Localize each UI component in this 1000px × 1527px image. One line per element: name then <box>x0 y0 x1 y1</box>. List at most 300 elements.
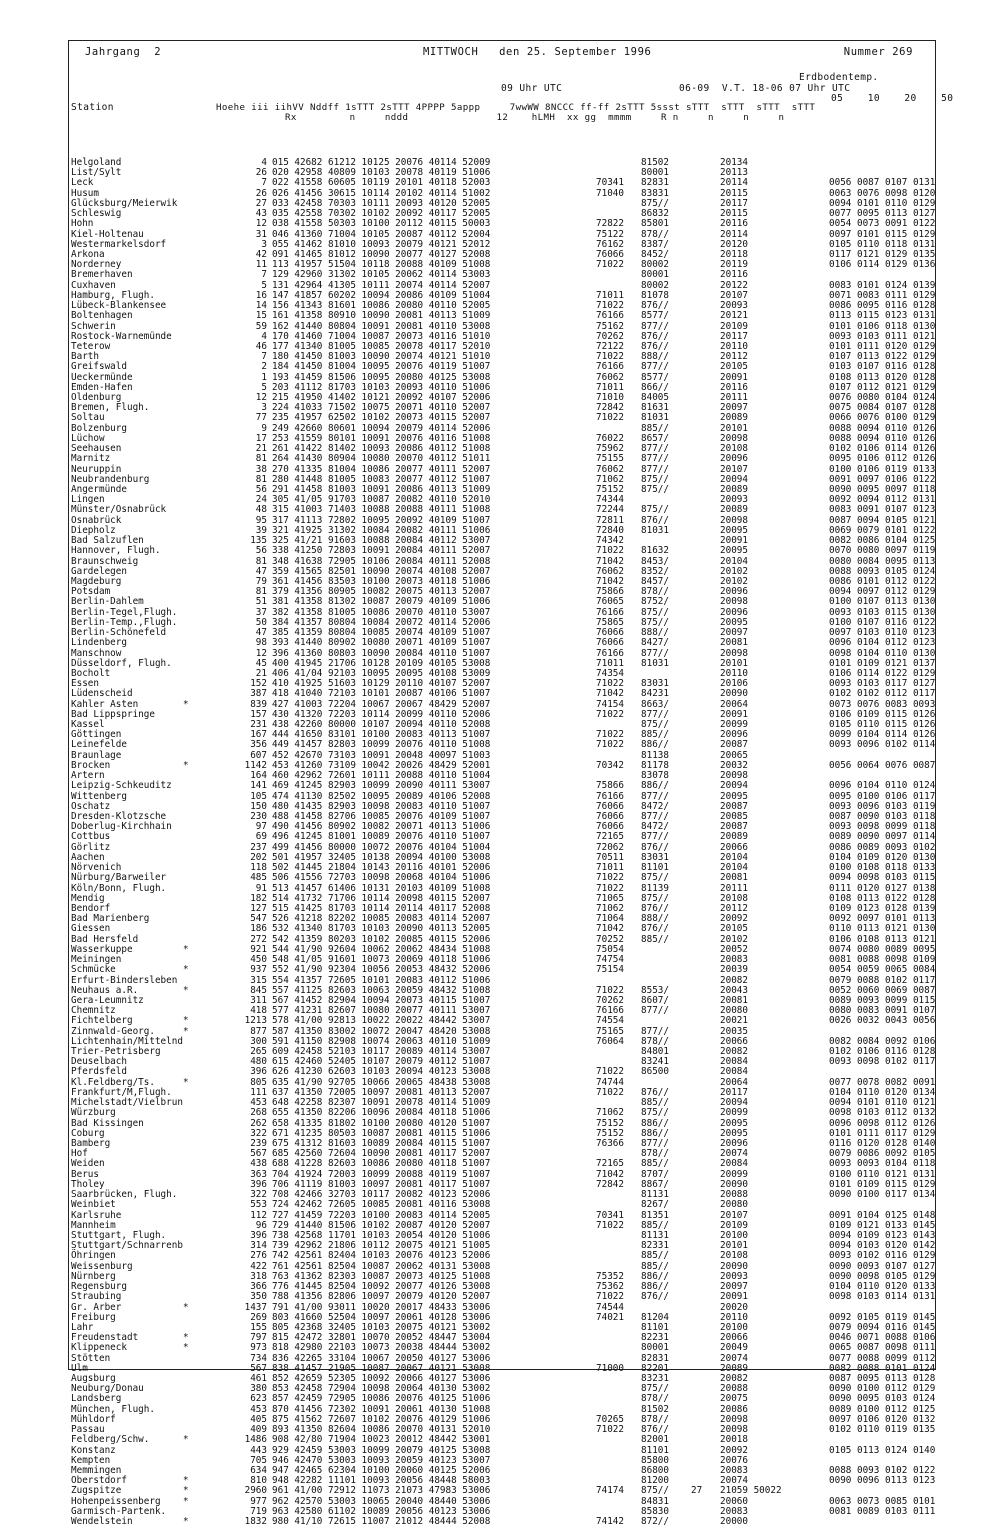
station-height: 111 <box>250 1086 267 1098</box>
station-height: 380 <box>250 1383 267 1395</box>
obs-09utc: 763 41362 82303 10087 20073 40125 51008 <box>272 1270 491 1282</box>
obs-09utc: 396 41360 80803 10090 20084 40110 51007 <box>272 647 491 659</box>
obs-09utc: 875 41562 72607 10102 20076 40129 51006 <box>272 1413 491 1425</box>
station-name: Manschnow <box>71 647 122 659</box>
obs-0609: 71040 <box>596 187 624 199</box>
station-height: 12 <box>255 218 267 230</box>
table-row <box>69 444 937 454</box>
obs-cloud: 875// <box>641 872 669 884</box>
station-name: Leinefelde <box>71 739 127 751</box>
obs-09utc: 338 41250 72803 10091 20084 40111 52007 <box>272 545 491 557</box>
soil-temps: 0090 0096 0113 0123 <box>829 1475 936 1487</box>
station-height: 16 <box>255 289 267 301</box>
table-row <box>69 240 937 250</box>
obs-cloud: 877// <box>641 647 669 659</box>
table-row <box>69 1119 937 1129</box>
obs-cloud: 888// <box>641 913 669 925</box>
table-row <box>69 1241 937 1251</box>
station-name: Rostock-Warnemünde <box>71 330 172 342</box>
table-row <box>69 557 937 567</box>
obs-vt: 20101 <box>720 422 748 434</box>
obs-cloud: 877// <box>641 811 669 822</box>
station-name: Bad Marienberg <box>71 913 150 925</box>
table-row <box>69 1129 937 1139</box>
obs-09utc: 361 41456 83503 10100 20073 40118 51006 <box>272 575 491 587</box>
table-row <box>69 291 937 301</box>
obs-0609: 71022 <box>596 678 624 690</box>
station-name: Schleswig <box>71 208 122 220</box>
table-row <box>69 373 937 383</box>
obs-vt: 20088 <box>720 1189 748 1201</box>
obs-cloud: 886// <box>641 1127 669 1139</box>
station-name: München, Flugh. <box>71 1403 155 1415</box>
station-height: 77 <box>255 412 267 424</box>
soil-temps: 0077 0078 0082 0091 <box>829 1076 936 1088</box>
station-height: 300 <box>250 1035 267 1047</box>
soil-temps: 0066 0076 0100 0129 <box>829 412 936 424</box>
soil-temps: 0092 0094 0112 0131 <box>829 494 936 506</box>
obs-09utc: 761 42561 82504 10087 20062 40131 53008 <box>272 1260 491 1272</box>
obs-09utc: 129 42960 31302 10105 20062 40114 53003 <box>272 269 491 281</box>
obs-0609: 76162 <box>596 238 624 250</box>
table-row <box>69 1027 937 1037</box>
soil-temps: 0095 0106 0112 0126 <box>829 453 936 465</box>
obs-0609: 71022 <box>596 545 624 557</box>
table-row <box>69 710 937 720</box>
table-row <box>69 352 937 362</box>
table-row <box>69 1507 937 1517</box>
obs-cloud: 8553/ <box>641 984 669 996</box>
obs-0609: 76066 <box>596 637 624 649</box>
page-header <box>81 46 923 60</box>
obs-cloud: 876// <box>641 1291 669 1303</box>
obs-vt: 20096 <box>720 606 748 618</box>
obs-0609: 70341 <box>596 177 624 189</box>
station-height: 81 <box>255 586 267 598</box>
obs-vt: 20064 <box>720 698 748 710</box>
station-height: 4 <box>261 330 267 342</box>
station-name: Essen <box>71 678 99 690</box>
obs-09utc: 147 41857 60202 10094 20086 40109 51004 <box>272 289 491 301</box>
obs-09utc: 626 41230 62603 10103 20094 40123 53008 <box>272 1066 491 1078</box>
soil-temps: 0101 0111 0117 0129 <box>829 1127 936 1139</box>
obs-cloud: 81101 <box>641 1444 669 1456</box>
obs-0609: 74142 <box>596 1516 624 1527</box>
obs-cloud: 83031 <box>641 851 669 863</box>
obs-0609: 71022 <box>596 1066 624 1078</box>
obs-vt: 20084 <box>720 1066 748 1078</box>
station-height: 839 <box>250 698 267 710</box>
table-row <box>69 1394 937 1404</box>
station-name: Westermarkelsdorf <box>71 238 167 250</box>
obs-vt: 20098 <box>720 432 748 444</box>
soil-temps: 0087 0094 0105 0121 <box>829 514 936 526</box>
table-row <box>69 618 937 628</box>
table-row <box>69 1078 937 1088</box>
obs-cloud: 876// <box>641 300 669 312</box>
station-name: Helgoland <box>71 157 122 168</box>
table-row <box>69 485 937 495</box>
obs-vt: 20091 <box>720 1291 748 1303</box>
obs-cloud: 886// <box>641 1270 669 1282</box>
table-row <box>69 1057 937 1067</box>
obs-cloud: 876// <box>641 902 669 914</box>
obs-09utc: 033 42458 70303 10111 20093 40120 52005 <box>272 197 491 209</box>
station-height: 95 <box>255 514 267 526</box>
table-row <box>69 597 937 607</box>
obs-0609: 74344 <box>596 494 624 506</box>
obs-vt: 20089 <box>720 1362 748 1374</box>
station-height: 1 <box>261 371 267 383</box>
obs-cloud: 83241 <box>641 1056 669 1068</box>
obs-vt: 20110 <box>720 340 748 352</box>
soil-temps: 0090 0098 0105 0129 <box>829 1270 936 1282</box>
soil-temps: 0102 0106 0116 0128 <box>829 1046 936 1058</box>
obs-09utc: 591 41150 82908 10074 20063 40110 51009 <box>272 1035 491 1047</box>
obs-0609: 74174 <box>596 1485 624 1497</box>
station-height: 12 <box>255 647 267 659</box>
obs-09utc: 609 42458 52103 10117 20089 40114 53007 <box>272 1046 491 1058</box>
table-row <box>69 311 937 321</box>
obs-09utc: 501 41957 32405 10138 20094 40100 53008 <box>272 851 491 863</box>
obs-09utc: 381 41358 81302 10087 20079 40109 51006 <box>272 596 491 608</box>
obs-vt: 20064 <box>720 1076 748 1088</box>
station-height: 7 <box>261 269 267 281</box>
soil-temps: 0109 0121 0133 0145 <box>829 1219 936 1231</box>
table-row <box>69 894 937 904</box>
table-row <box>69 1159 937 1169</box>
station-name: Bendorf <box>71 902 111 914</box>
station-height: 7 <box>261 351 267 363</box>
station-name: Berlin-Schönefeld <box>71 627 167 639</box>
station-name: Lichtenhain/Mittelnd <box>71 1035 183 1047</box>
station-height: 135 <box>250 535 267 547</box>
obs-09utc: 852 42659 52305 10092 20066 40127 53006 <box>272 1373 491 1385</box>
soil-temps: 0101 0109 0121 0137 <box>829 657 936 669</box>
soil-temps: 0094 0101 0110 0129 <box>829 197 936 209</box>
obs-vt: 20080 <box>720 1199 748 1211</box>
table-row <box>69 914 937 924</box>
obs-0609: 75352 <box>596 1270 624 1282</box>
obs-vt: 20095 <box>720 524 748 536</box>
obs-0609: 71042 <box>596 575 624 587</box>
obs-cloud: 81631 <box>641 402 669 414</box>
obs-09utc: 469 41245 82903 10099 20090 40111 53007 <box>272 780 491 792</box>
soil-temps: 0091 0097 0106 0122 <box>829 473 936 485</box>
obs-0609: 75165 <box>596 1025 624 1037</box>
station-name: Leck <box>71 177 94 189</box>
obs-0609: 72842 <box>596 402 624 414</box>
obs-0609: 76062 <box>596 565 624 577</box>
obs-0609: 76066 <box>596 821 624 833</box>
station-name: Greifswald <box>71 361 127 373</box>
obs-vt: 20084 <box>720 1158 748 1170</box>
obs-cloud: 877// <box>641 1138 669 1149</box>
obs-vt: 20104 <box>720 555 748 567</box>
station-name: Neuruppin <box>71 463 122 475</box>
station-name: Osnabrück <box>71 514 122 526</box>
station-name: Neuhaus a.R. * <box>71 984 189 996</box>
obs-09utc: 836 42265 33104 10067 20050 40127 53006 <box>272 1352 491 1364</box>
obs-09utc: 532 41340 81703 10103 20090 40113 52005 <box>272 923 491 935</box>
station-name: Mannheim <box>71 1219 116 1231</box>
table-row <box>69 209 937 219</box>
obs-cloud: 877// <box>641 320 669 332</box>
obs-cloud: 878// <box>641 1148 669 1160</box>
station-name: Stuttgart, Flugh. <box>71 1229 167 1241</box>
station-name: Görlitz <box>71 841 111 853</box>
obs-09utc: 685 42560 72604 10090 20081 40117 52007 <box>272 1148 491 1160</box>
table-row <box>69 751 937 761</box>
table-row <box>69 781 937 791</box>
obs-09utc: 526 41218 82202 10085 20083 40114 52007 <box>272 913 491 925</box>
table-row <box>69 219 937 229</box>
obs-09utc: 264 41430 80904 10080 20070 40112 51011 <box>272 453 491 465</box>
obs-cloud: 81101 <box>641 862 669 874</box>
table-row <box>69 1108 937 1118</box>
table-row <box>69 996 937 1006</box>
soil-temps: 0090 0095 0103 0124 <box>829 1393 936 1405</box>
obs-cloud: 86800 <box>641 1465 669 1476</box>
obs-09utc: 853 42458 72904 10098 20064 40130 53002 <box>272 1383 491 1395</box>
obs-09utc: 776 41445 82504 10092 20077 40126 53008 <box>272 1281 491 1293</box>
obs-09utc: 410 41925 51603 10129 20110 40107 52007 <box>272 678 491 690</box>
obs-09utc: 235 41957 62502 10102 20073 40115 52007 <box>272 412 491 424</box>
obs-09utc: 544 41/90 92604 10062 20062 48434 51008 <box>272 943 491 955</box>
obs-cloud: 85830 <box>641 1505 669 1517</box>
obs-09utc: 393 41440 80902 10080 20071 40109 51007 <box>272 637 491 649</box>
obs-vt: 20106 <box>720 678 748 690</box>
station-name: Kempten <box>71 1454 111 1466</box>
soil-temps: 0089 0093 0099 0115 <box>829 994 936 1006</box>
soil-temps: 0094 0109 0123 0143 <box>829 1229 936 1241</box>
station-name: Regensburg <box>71 1281 127 1293</box>
obs-09utc: 870 41456 72302 10091 20061 40130 51008 <box>272 1403 491 1415</box>
station-height: 845 <box>250 984 267 996</box>
soil-temps: 0056 0087 0107 0131 <box>829 177 936 189</box>
obs-09utc: 788 41356 82806 10097 20079 40120 52007 <box>272 1291 491 1303</box>
obs-cloud: 872// <box>641 1516 669 1527</box>
station-name: Mendig <box>71 892 105 904</box>
soil-temps: 0104 0109 0120 0130 <box>829 851 936 863</box>
station-name: Ueckermünde <box>71 371 133 383</box>
station-name: Hof <box>71 1148 88 1160</box>
soil-temps: 0102 0110 0119 0135 <box>829 1424 936 1436</box>
obs-09utc: 382 41358 81005 10086 20070 40110 53007 <box>272 606 491 618</box>
soil-temps: 0069 0079 0101 0122 <box>829 524 936 536</box>
obs-vt: 20083 <box>720 954 748 966</box>
table-row <box>69 342 937 352</box>
obs-09utc: 738 42568 11701 10103 20054 40120 51006 <box>272 1229 491 1241</box>
soil-temps: 0088 0094 0110 0126 <box>829 432 936 444</box>
table-row <box>69 945 937 955</box>
obs-vt: 20091 <box>720 535 748 547</box>
obs-0609: 76065 <box>596 596 624 608</box>
obs-0609: 74754 <box>596 954 624 966</box>
obs-vt: 20115 <box>720 187 748 199</box>
station-name: Hohn <box>71 218 94 230</box>
table-row <box>69 199 937 209</box>
obs-vt: 20083 <box>720 1465 748 1476</box>
obs-0609: 76166 <box>596 310 624 322</box>
station-height: 719 <box>250 1505 267 1517</box>
station-height: 461 <box>250 1373 267 1385</box>
soil-temps: 0081 0089 0103 0111 <box>829 1505 936 1517</box>
obs-0609: 74342 <box>596 535 624 547</box>
station-height: 202 <box>250 851 267 863</box>
station-height: 79 <box>255 575 267 587</box>
obs-cloud: 83831 <box>641 187 669 199</box>
obs-09utc: 203 41112 81703 10103 20093 40110 51006 <box>272 381 491 393</box>
soil-temps: 0095 0100 0106 0117 <box>829 790 936 802</box>
station-name: Schmücke * <box>71 964 189 976</box>
station-name: Feldberg/Schw. * <box>71 1434 189 1446</box>
station-height: 322 <box>250 1189 267 1201</box>
table-row <box>69 424 937 434</box>
obs-0609: 76066 <box>596 800 624 812</box>
obs-0609: 71011 <box>596 862 624 874</box>
station-height: 230 <box>250 811 267 822</box>
station-height: 977 <box>250 1495 267 1507</box>
obs-vt: 21059 50022 <box>720 1485 782 1497</box>
obs-0609: 72811 <box>596 514 624 526</box>
station-height: 26 <box>255 167 267 179</box>
obs-vt: 20093 <box>720 300 748 312</box>
obs-vt: 20087 <box>720 800 748 812</box>
obs-vt: 20104 <box>720 851 748 863</box>
table-row <box>69 669 937 679</box>
table-row <box>69 322 937 332</box>
obs-09utc: 818 42980 22103 10073 20038 48444 53002 <box>272 1342 491 1354</box>
table-row <box>69 1180 937 1190</box>
station-height: 5 <box>261 381 267 393</box>
station-height: 81 <box>255 473 267 485</box>
station-name: Köln/Bonn, Flugh. <box>71 882 167 894</box>
station-height: 1486 <box>244 1434 267 1446</box>
obs-09utc: 577 41231 82607 10080 20077 40111 53007 <box>272 1005 491 1017</box>
obs-vt: 20089 <box>720 831 748 843</box>
soil-temps: 0109 0123 0128 0139 <box>829 902 936 914</box>
obs-vt: 20094 <box>720 780 748 792</box>
table-row <box>69 720 937 730</box>
obs-cloud: 877// <box>641 790 669 802</box>
soil-temps: 0093 0096 0103 0119 <box>829 800 936 812</box>
station-name: Husum <box>71 187 99 199</box>
obs-09utc: 557 41125 82603 10063 20059 48432 51008 <box>272 984 491 996</box>
station-name: Oberstdorf * <box>71 1475 189 1487</box>
obs-0609: 76366 <box>596 1138 624 1149</box>
station-name: Soltau <box>71 412 105 424</box>
station-name: Schwerin <box>71 320 116 332</box>
obs-0609: 71011 <box>596 381 624 393</box>
obs-vt: 20096 <box>720 729 748 741</box>
obs-cloud: 888// <box>641 627 669 639</box>
obs-0609: 72822 <box>596 218 624 230</box>
obs-vt: 20074 <box>720 1475 748 1487</box>
station-name: Bremerhaven <box>71 269 133 281</box>
station-height: 387 <box>250 688 267 700</box>
obs-vt: 20109 <box>720 320 748 332</box>
soil-temps: 0026 0032 0043 0056 <box>829 1015 936 1027</box>
station-height: 634 <box>250 1465 267 1476</box>
obs-09utc: 658 41335 81802 10100 20080 40120 51007 <box>272 1117 491 1129</box>
station-name: Bad Lippspringe <box>71 708 155 720</box>
station-height: 164 <box>250 770 267 782</box>
table-row <box>69 495 937 505</box>
table-row <box>69 1006 937 1016</box>
table-row <box>69 1517 937 1527</box>
obs-vt: 20105 <box>720 923 748 935</box>
soil-temps: 0070 0080 0097 0119 <box>829 545 936 557</box>
obs-vt: 20108 <box>720 1250 748 1262</box>
station-name: Bamberg <box>71 1138 111 1149</box>
header-columns: Hoehe iii iihVV Nddff 1sTTT 2sTTT 4PPPP 5appp 7wwWW 8NCCC ff-ff 2sTTT 5ssst sTTT sTTT sTTT sTTT <box>216 103 816 113</box>
obs-cloud: 885// <box>641 1219 669 1231</box>
station-name: Lahr <box>71 1321 94 1333</box>
obs-0609: 70511 <box>596 851 624 863</box>
table-row <box>69 1211 937 1221</box>
obs-cloud: 875// <box>641 1107 669 1119</box>
obs-vt: 20095 <box>720 1117 748 1129</box>
obs-09utc: 280 41448 81005 10083 20077 40112 51007 <box>272 473 491 485</box>
table-row <box>69 1139 937 1149</box>
obs-0609: 72165 <box>596 1158 624 1170</box>
obs-cloud: 83231 <box>641 1373 669 1385</box>
obs-0609: 71042 <box>596 688 624 700</box>
soil-temps: 0104 0110 0120 0134 <box>829 1086 936 1098</box>
soil-temps: 0089 0090 0097 0114 <box>829 831 936 843</box>
station-name: Öhringen <box>71 1250 116 1262</box>
obs-cloud: 80002 <box>641 259 669 271</box>
table-row <box>69 536 937 546</box>
obs-09utc: 961 41/00 72912 11073 21073 47983 53006 <box>272 1485 491 1497</box>
soil-temps: 0079 0088 0102 0117 <box>829 974 936 986</box>
table-row <box>69 976 937 986</box>
obs-09utc: 384 41357 80804 10084 20072 40114 52006 <box>272 616 491 628</box>
obs-vt: 20000 <box>720 1516 748 1527</box>
obs-0609: 70262 <box>596 994 624 1006</box>
table-row <box>69 802 937 812</box>
obs-cloud: 81131 <box>641 1189 669 1201</box>
soil-temps: 0101 0109 0115 0129 <box>829 1178 936 1190</box>
obs-cloud: 81502 <box>641 157 669 168</box>
soil-temps: 0107 0113 0122 0129 <box>829 351 936 363</box>
soil-temps: 0104 0110 0120 0133 <box>829 1281 936 1293</box>
obs-vt: 20095 <box>720 790 748 802</box>
station-name: Braunlage <box>71 749 122 761</box>
obs-vt: 20107 <box>720 463 748 475</box>
soil-temps: 0099 0104 0114 0126 <box>829 729 936 741</box>
station-name: Berlin-Dahlem <box>71 596 144 608</box>
station-name: Berus <box>71 1168 99 1180</box>
station-height: 26 <box>255 187 267 199</box>
table-row <box>69 1067 937 1077</box>
obs-09utc: 655 41350 82206 10096 20084 40118 51006 <box>272 1107 491 1119</box>
station-name: Straubing <box>71 1291 122 1303</box>
station-height: 553 <box>250 1199 267 1211</box>
obs-cloud: 81204 <box>641 1311 669 1323</box>
obs-0609: 71042 <box>596 923 624 935</box>
station-height: 12 <box>255 392 267 404</box>
station-height: 453 <box>250 1403 267 1415</box>
station-height: 186 <box>250 923 267 935</box>
station-name: Saarbrücken, Flugh. <box>71 1189 178 1201</box>
obs-vt: 20098 <box>720 1413 748 1425</box>
obs-09utc: 427 41003 72204 10067 20067 48429 52007 <box>272 698 491 710</box>
table-row <box>69 1200 937 1210</box>
station-name: Gera-Leumnitz <box>71 994 144 1006</box>
station-height: 418 <box>250 1005 267 1017</box>
